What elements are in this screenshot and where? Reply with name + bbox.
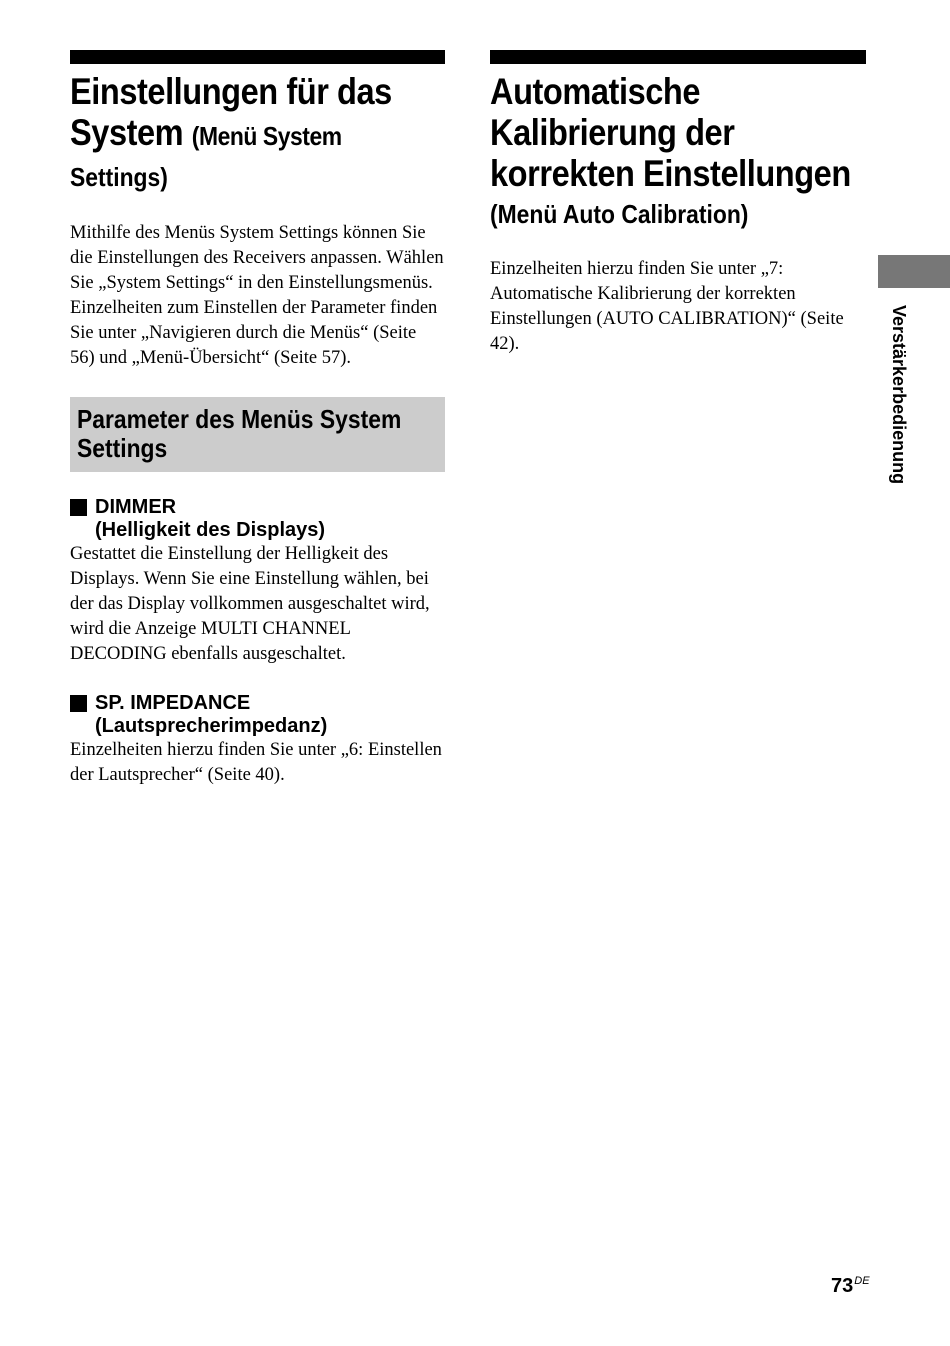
param-subtitle: (Helligkeit des Displays) bbox=[95, 519, 326, 541]
right-heading bbox=[490, 71, 851, 194]
chapter-side-label: Verstärkerbedienung bbox=[889, 305, 909, 485]
right-column bbox=[490, 50, 866, 357]
param-sp-impedance bbox=[70, 692, 445, 788]
left-heading-line1: Einstellungen für das bbox=[70, 71, 392, 112]
square-bullet-icon bbox=[70, 692, 95, 738]
right-paragraph: Einzelheiten hierzu finden Sie unter „7: Automatische Kalibrierung der korrekten Einstellungen (AUTO CALIBRATION)“ (Seite 42). bbox=[490, 259, 844, 354]
square-bullet-icon bbox=[70, 496, 95, 542]
heading-rule bbox=[490, 50, 866, 64]
page-number-suffix: DE bbox=[854, 1275, 870, 1287]
intro-paragraph: Mithilfe des Menüs System Settings können Sie die Einstellungen des Receivers anpassen. Wählen Sie „System Settings“ in den Einstellungsmenüs. Einzelheiten zum Einstellen der Parameter finden Sie unter „Navigieren durch die Menüs“ (Seite 56) und „Menü-Übersicht“ (Seite 57). bbox=[70, 223, 444, 368]
chapter-thumb-tab bbox=[878, 255, 950, 288]
section-heading-line1: Parameter des Menüs System bbox=[77, 404, 402, 434]
param-title: DIMMER bbox=[95, 496, 177, 518]
left-heading-line2-sub: (Menü System bbox=[191, 121, 342, 151]
right-heading-line3: korrekten Einstellungen bbox=[490, 153, 851, 194]
param-dimmer bbox=[70, 496, 445, 667]
section-heading-box bbox=[70, 397, 445, 472]
page-number-value: 73 bbox=[831, 1275, 854, 1297]
param-subtitle: (Lautsprecherimpedanz) bbox=[95, 715, 328, 737]
left-heading-line2-main: System bbox=[70, 112, 184, 153]
right-heading-line2: Kalibrierung der bbox=[490, 112, 735, 153]
heading-rule bbox=[70, 50, 445, 64]
section-heading-line2: Settings bbox=[77, 433, 168, 463]
page-number bbox=[831, 1275, 870, 1298]
param-title: SP. IMPEDANCE bbox=[95, 692, 251, 714]
param-text: Gestattet die Einstellung der Helligkeit des Displays. Wenn Sie eine Einstellung wählen, bei der das Display vollkommen ausgeschaltet wird, wird die Anzeige MULTI CHANNEL DECODING ebenfalls ausgeschaltet. bbox=[70, 544, 430, 664]
param-text: Einzelheiten hierzu finden Sie unter „6: Einstellen der Lautsprecher“ (Seite 40). bbox=[70, 740, 442, 785]
left-column bbox=[70, 50, 445, 788]
left-heading bbox=[70, 71, 400, 157]
right-heading-sub: (Menü Auto Calibration) bbox=[490, 199, 749, 229]
right-heading-line1: Automatische bbox=[490, 71, 701, 112]
left-heading-line3: Settings) bbox=[70, 162, 168, 192]
